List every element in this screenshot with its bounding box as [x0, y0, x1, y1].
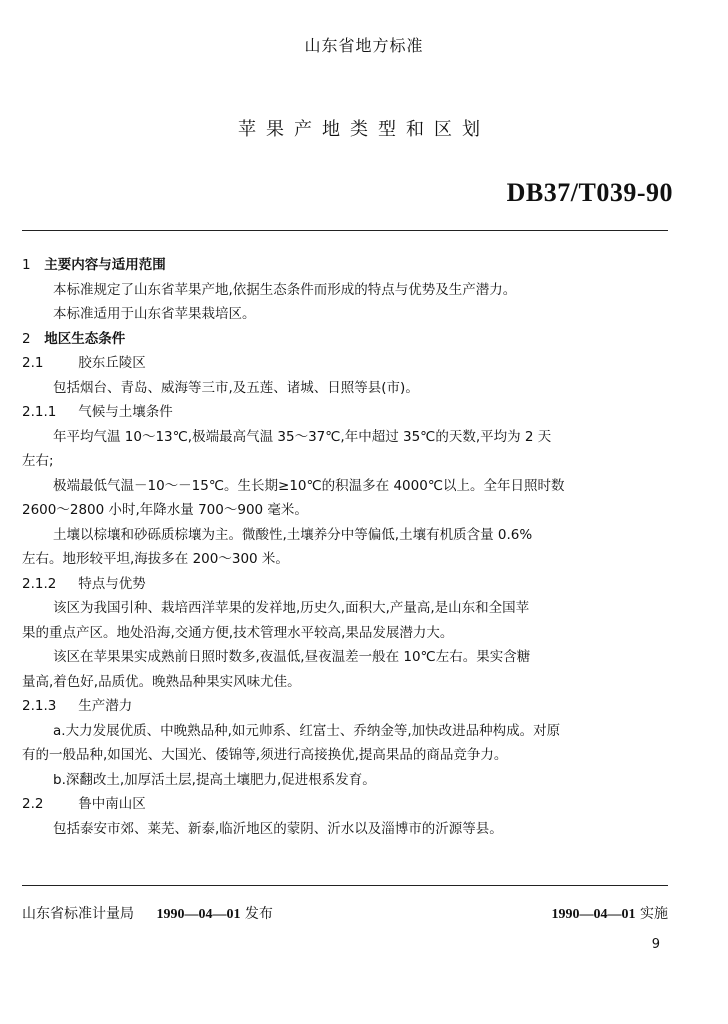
list-item-a-line: 有的一般品种,如国光、大国光、倭锦等,须进行高接换优,提高果品的商品竞争力。 [22, 747, 508, 763]
paragraph: 包括泰安市郊、莱芜、新泰,临沂地区的蒙阴、沂水以及淄博市的沂源等县。 [53, 820, 503, 837]
paragraph: 本标准规定了山东省苹果产地,依据生态条件而形成的特点与优势及生产潜力。 [53, 281, 517, 298]
paragraph: 本标准适用于山东省苹果栽培区。 [53, 306, 256, 322]
implementation-label: 实施 [640, 906, 668, 922]
standard-code: DB37/T039-90 [506, 178, 673, 207]
paragraph-line: 左右。地形较平坦,海拔多在 200～300 米。 [22, 551, 289, 567]
subsection-number: 2.1.2 [22, 575, 57, 592]
section-title: 地区生态条件 [44, 330, 126, 347]
paragraph-line: 年平均气温 10～13℃,极端最高气温 35～37℃,年中超过 35℃的天数,平均为 2 天 [53, 428, 552, 445]
subsection-title: 生产潜力 [78, 698, 133, 714]
list-item-a-line: a.大力发展优质、中晚熟品种,如元帅系、红富士、乔纳金等,加快改进品种构成。对原 [53, 722, 561, 739]
subsection-title: 鲁中南山区 [78, 796, 146, 812]
implementation-info [552, 903, 668, 923]
paragraph-line: 该区在苹果果实成熟前日照时数多,夜温低,昼夜温差一般在 10℃左右。果实含糖 [53, 649, 531, 665]
section-title: 主要内容与适用范围 [44, 257, 166, 273]
document-body [22, 253, 670, 841]
bottom-divider [22, 885, 668, 886]
issue-label: 发布 [244, 906, 273, 922]
issuer-header: 山东省地方标准 [304, 36, 424, 55]
paragraph-line: 土壤以棕壤和砂砾质棕壤为主。微酸性,土壤养分中等偏低,土壤有机质含量 0.6% [53, 526, 533, 543]
section-number: 2 [22, 330, 31, 347]
paragraph-line: 量高,着色好,品质优。晚熟品种果实风味尤佳。 [22, 673, 301, 690]
subsection-heading [22, 792, 670, 817]
list-item-b-line: b.深翻改土,加厚活土层,提高土壤肥力,促进根系发育。 [53, 771, 376, 788]
section-heading [22, 327, 670, 352]
page-number: 9 [651, 937, 660, 952]
paragraph-line: 该区为我国引种、栽培西洋苹果的发祥地,历史久,面积大,产量高,是山东和全国苹 [53, 600, 530, 616]
subsection-title: 胶东丘陵区 [78, 355, 146, 371]
subsection-number: 2.2 [22, 796, 44, 812]
paragraph-line: 左右; [22, 453, 54, 469]
issue-info [22, 903, 273, 923]
paragraph: 包括烟台、青岛、威海等三市,及五莲、诸城、日照等县(市)。 [53, 379, 419, 396]
subsection-heading [22, 351, 670, 376]
top-divider [22, 230, 668, 231]
subsection-heading [22, 572, 670, 597]
subsection-number: 2.1.1 [22, 404, 57, 420]
subsection-number: 2.1.3 [22, 698, 57, 714]
subsection-number: 2.1 [22, 355, 44, 371]
document-title: 苹果产地类型和区划 [238, 119, 490, 140]
paragraph-line: 极端最低气温－10～－15℃。生长期≥10℃的积温多在 4000℃以上。全年日照时数 [53, 477, 565, 494]
section-number: 1 [22, 257, 31, 273]
paragraph-line: 2600～2800 小时,年降水量 700～900 毫米。 [22, 502, 308, 518]
issue-date: 1990—04—01 [156, 907, 241, 922]
publisher: 山东省标准计量局 [22, 906, 134, 922]
subsection-title: 气候与土壤条件 [78, 404, 173, 420]
section-heading [22, 253, 670, 278]
paragraph-line: 果的重点产区。地处沿海,交通方便,技术管理水平较高,果品发展潜力大。 [22, 624, 454, 641]
subsection-heading [22, 694, 670, 719]
implementation-date: 1990—04—01 [551, 907, 636, 922]
subsection-heading [22, 400, 670, 425]
subsection-title: 特点与优势 [78, 575, 146, 592]
